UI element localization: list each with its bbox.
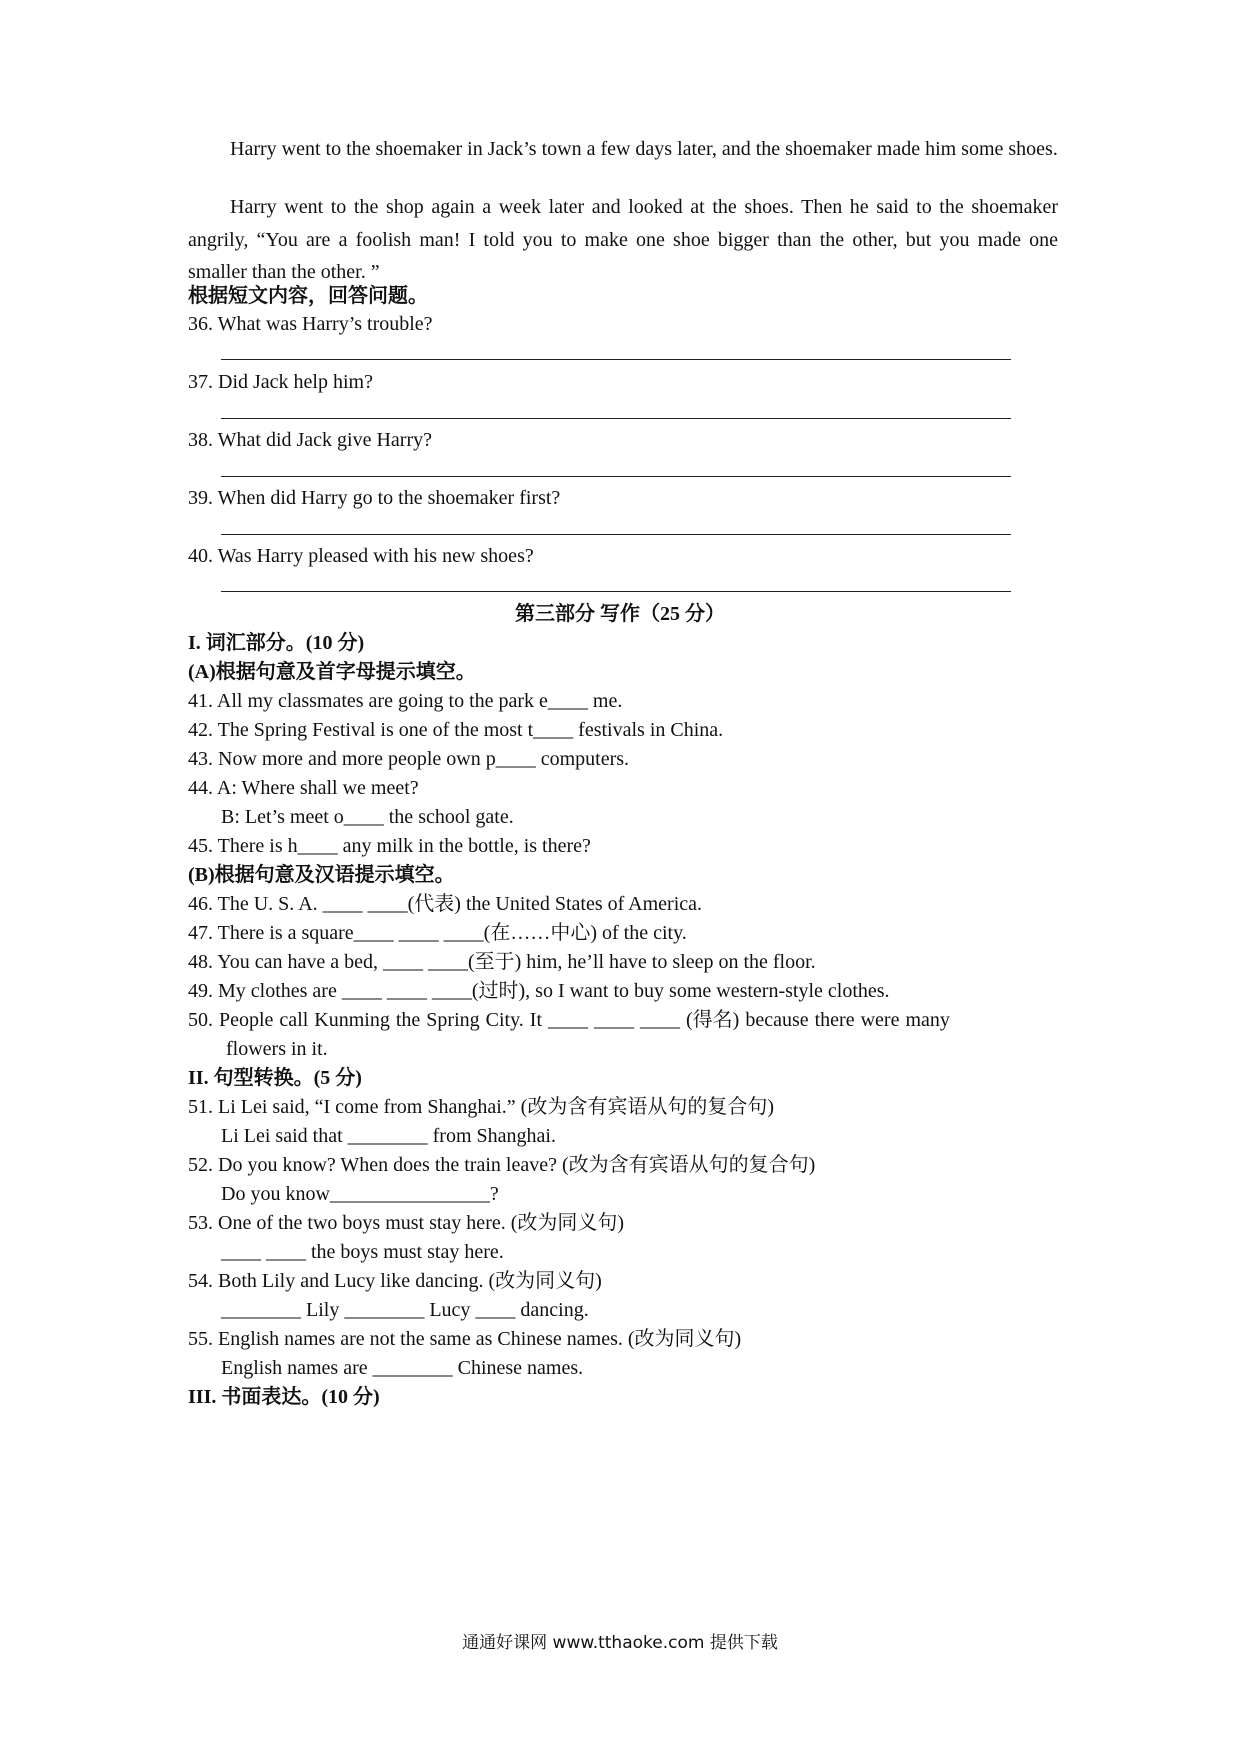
- question-48: 48. You can have a bed, ____ ____(至于) him, he’ll have to sleep on the floor.: [188, 951, 816, 973]
- answer-line-37[interactable]: [221, 418, 1011, 419]
- transform-heading: II. 句型转换。(5 分): [188, 1067, 362, 1089]
- question-44-a: 44. A: Where shall we meet?: [188, 777, 419, 799]
- question-42: 42. The Spring Festival is one of the most t____ festivals in China.: [188, 719, 724, 741]
- question-46: 46. The U. S. A. ____ ____(代表) the United States of America.: [188, 893, 703, 915]
- question-53-a: 53. One of the two boys must stay here. (改为同义句): [188, 1212, 625, 1234]
- question-55-a: 55. English names are not the same as Chinese names. (改为同义句): [188, 1328, 742, 1350]
- page-footer: 通通好课网 www.tthaoke.com 提供下载: [462, 1633, 778, 1653]
- question-54-a: 54. Both Lily and Lucy like dancing. (改为同义句): [188, 1270, 602, 1292]
- answer-line-36[interactable]: [221, 359, 1011, 360]
- question-50-b: flowers in it.: [226, 1038, 328, 1060]
- answer-line-40[interactable]: [221, 591, 1011, 592]
- question-45: 45. There is h____ any milk in the bottle, is there?: [188, 835, 591, 857]
- answer-line-38[interactable]: [221, 476, 1011, 477]
- passage-paragraph-1: Harry went to the shoemaker in Jack’s town a few days later, and the shoemaker made him some shoes.: [230, 138, 1058, 160]
- question-49: 49. My clothes are ____ ____ ____(过时), so I want to buy some western-style clothes.: [188, 980, 890, 1002]
- question-37: 37. Did Jack help him?: [188, 371, 373, 393]
- reading-instruction: 根据短文内容，回答问题。: [188, 285, 428, 307]
- question-53-b: ____ ____ the boys must stay here.: [221, 1241, 504, 1263]
- vocab-part-b-heading: (B)根据句意及汉语提示填空。: [188, 864, 455, 886]
- question-39: 39. When did Harry go to the shoemaker first?: [188, 487, 561, 509]
- question-41: 41. All my classmates are going to the park e____ me.: [188, 690, 623, 712]
- question-51-a: 51. Li Lei said, “I come from Shanghai.” (改为含有宾语从句的复合句): [188, 1096, 774, 1118]
- question-38: 38. What did Jack give Harry?: [188, 429, 432, 451]
- question-36: 36. What was Harry’s trouble?: [188, 313, 433, 335]
- question-52-b: Do you know________________?: [221, 1183, 499, 1205]
- question-52-a: 52. Do you know? When does the train leave? (改为含有宾语从句的复合句): [188, 1154, 816, 1176]
- passage-paragraph-2: Harry went to the shop again a week later and looked at the shoes. Then he said to the shoemaker angrily, “You are a foolish man! I told you to make one shoe bigger than the other, but you made one smaller than the other. ”: [188, 196, 1058, 283]
- question-47: 47. There is a square____ ____ ____(在……中心) of the city.: [188, 922, 687, 944]
- vocab-part-a-heading: (A)根据句意及首字母提示填空。: [188, 661, 476, 683]
- question-50-a: 50. People call Kunming the Spring City. It ____ ____ ____ (得名) because there were many: [188, 1009, 950, 1031]
- question-40: 40. Was Harry pleased with his new shoes?: [188, 545, 534, 567]
- answer-line-39[interactable]: [221, 534, 1011, 535]
- vocab-heading: I. 词汇部分。(10 分): [188, 632, 365, 654]
- question-54-b: ________ Lily ________ Lucy ____ dancing.: [221, 1299, 589, 1321]
- section-3-title: 第三部分 写作（25 分）: [515, 603, 725, 625]
- question-55-b: English names are ________ Chinese names.: [221, 1357, 584, 1379]
- question-43: 43. Now more and more people own p____ computers.: [188, 748, 630, 770]
- question-51-b: Li Lei said that ________ from Shanghai.: [221, 1125, 556, 1147]
- question-44-b: B: Let’s meet o____ the school gate.: [221, 806, 514, 828]
- writing-heading: III. 书面表达。(10 分): [188, 1386, 380, 1408]
